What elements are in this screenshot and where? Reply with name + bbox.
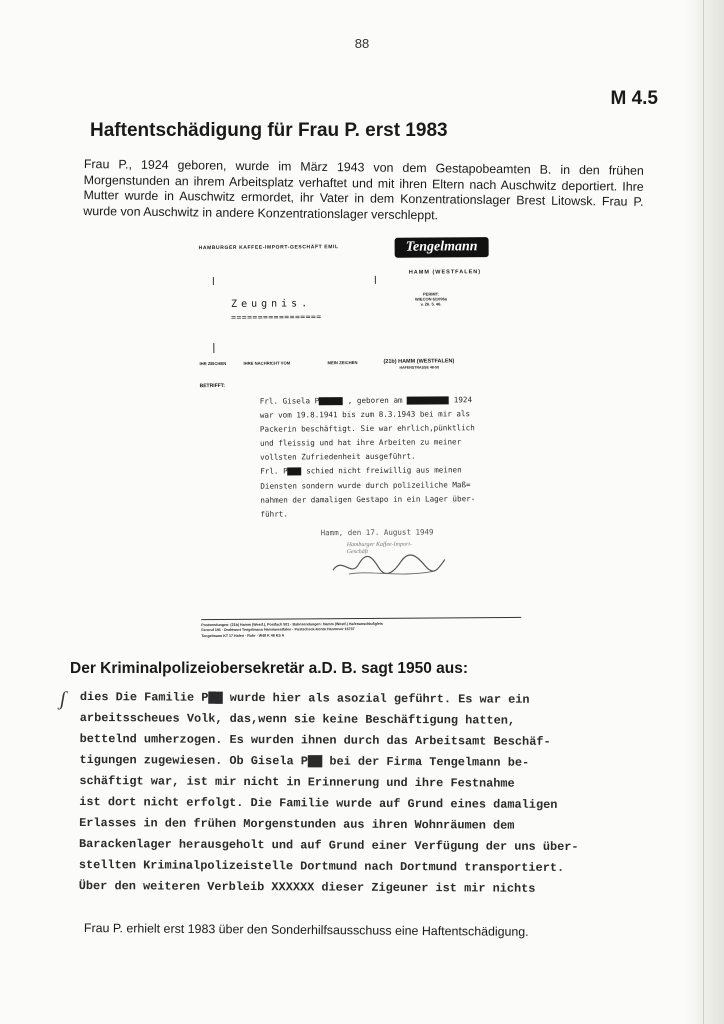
letterhead-company: HAMBURGER KAFFEE-IMPORT-GESCHÄFT EMIL	[198, 244, 339, 252]
typed-testimony	[79, 687, 640, 900]
typed-line: dies Die Familie P▇▇ wurde hier als asozial geführt. Es war ein	[79, 689, 530, 707]
certificate-title-underline: =================	[231, 312, 322, 322]
closing-note: Frau P. erhielt erst 1983 über den Sonderhilfsausschuss eine Haftentschädigung.	[83, 921, 529, 939]
typed-line: Über den weiteren Verbleib XXXXXX dieser Zigeuner ist mir nichts	[78, 878, 536, 896]
body-born: , geboren am	[343, 395, 408, 406]
ref-my-sign: MEIN ZEICHEN	[327, 360, 358, 366]
page-title: Haftentschädigung für Frau P. erst 1983	[90, 120, 448, 141]
typed-line: arbeitsscheues Volk, das,wenn sie keine Beschäftigung hatten,	[79, 710, 516, 728]
letterhead-city: HAMM (WESTFALEN)	[408, 269, 482, 276]
reference-row	[199, 358, 519, 370]
testimony-heading: Der Kriminalpolizeiobersekretär a.D. B. sagt 1950 aus:	[70, 660, 468, 677]
ref-place: (21b) HAMM (WESTFALEN)	[383, 358, 455, 365]
scanned-certificate	[199, 231, 522, 653]
body-departure-cont: schied nicht freiwillig aus meinen	[301, 465, 462, 476]
subject-label: BETRIFFT:	[199, 382, 225, 390]
typed-line: bettelnd umherzogen. Es wurden ihnen durch das Arbeitsamt Beschäf-	[79, 731, 551, 749]
permit-note: PERMIT: W/ECON 6/1096a v. 26. 5. 46.	[414, 291, 448, 307]
ref-street: HAFENSTRASSE 48-50	[399, 365, 440, 370]
typed-line: schäftigt war, ist mir nicht in Erinnerung und ihre Festnahme	[79, 773, 515, 791]
margin-mark	[213, 277, 214, 285]
signature	[329, 551, 449, 580]
body-gestapo: Diensten sondern wurde durch polizeiliche Maß= nahmen der damaligen Gestapo in ein Lager über- führt.	[260, 479, 476, 519]
redaction-bar	[407, 396, 449, 404]
certificate-body	[260, 393, 483, 521]
intro-paragraph: Frau P., 1924 geboren, wurde im März 1943 von dem Gestapobeamten B. in den frühen Morgenstunden an ihrem Arbeitsplatz verhaftet und mit ihren Eltern nach Auschwitz deportiert. Ihre Mutter wurde in Auschwitz ermordet, ihr Vater in dem Konzentrationslager Brest Litowsk. Frau P. wurde von Auschwitz in andere Konzentrationslager verschleppt.	[83, 157, 644, 222]
page-edge-line	[703, 0, 704, 1024]
typed-line: Barackenlager herausgeholt und auf Grund einer Verfügung der uns über-	[78, 836, 579, 855]
typed-line: tigungen zugewiesen. Ob Gisela P▇▇ bei der Firma Tengelmann be-	[79, 752, 530, 770]
page-edge-shadow	[686, 0, 724, 1024]
margin-bracket-mark: ʃ	[60, 688, 66, 710]
typed-line: ist dort nicht erfolgt. Die Familie wurde auf Grund eines damaligen	[79, 794, 558, 812]
ref-your-sign: IHR ZEICHEN	[199, 360, 227, 367]
material-code: M 4.5	[610, 88, 658, 109]
body-employment: war vom 19.8.1941 bis zum 8.3.1943 bei mir als Packerin beschäftigt. Sie war ehrlich,pünktlich und fleissig und hat ihre Arbeiten zu meiner vollsten Zufriedenheit ausgeführt.	[259, 409, 475, 463]
typed-line: stellten Kriminalpolizeistelle Dortmund nach Dortmund transportiert.	[78, 857, 565, 875]
redaction-bar	[319, 397, 343, 405]
body-departure: Frl. P	[260, 466, 288, 477]
ref-your-message: IHRE NACHRICHT VOM	[243, 360, 291, 366]
company-logo: Tengelmann	[395, 237, 489, 258]
place-date: Hamm, den 17. August 1949	[320, 527, 434, 538]
typed-line: Erlasses in den frühen Morgenstunden aus ihren Wohnräumen dem	[79, 815, 515, 833]
body-name: Frl. Gisela P	[259, 396, 320, 406]
page-number: 88	[354, 36, 370, 51]
body-year: 1924	[449, 395, 473, 405]
redaction-bar	[288, 468, 302, 476]
margin-mark	[213, 343, 214, 353]
company-stamp: Hamburger Kaffee-Import- Geschäft	[346, 541, 413, 556]
letter-footer: Postsendungen: (21b) Hamm (Westf.), Postfach 501 · Bahnsendungen: Hamm (Westf.) Hafenanschlußgleis Fernruf 191 · Drahtwort Tengelmann Hammwestfalen · Postscheck-Konto Hannover 16737 Tengelmann KT 17 Hafen · Ruhr · W48 K 48 KS A	[201, 617, 521, 639]
margin-mark	[375, 276, 376, 284]
certificate-title: Zeugnis.	[230, 298, 312, 310]
